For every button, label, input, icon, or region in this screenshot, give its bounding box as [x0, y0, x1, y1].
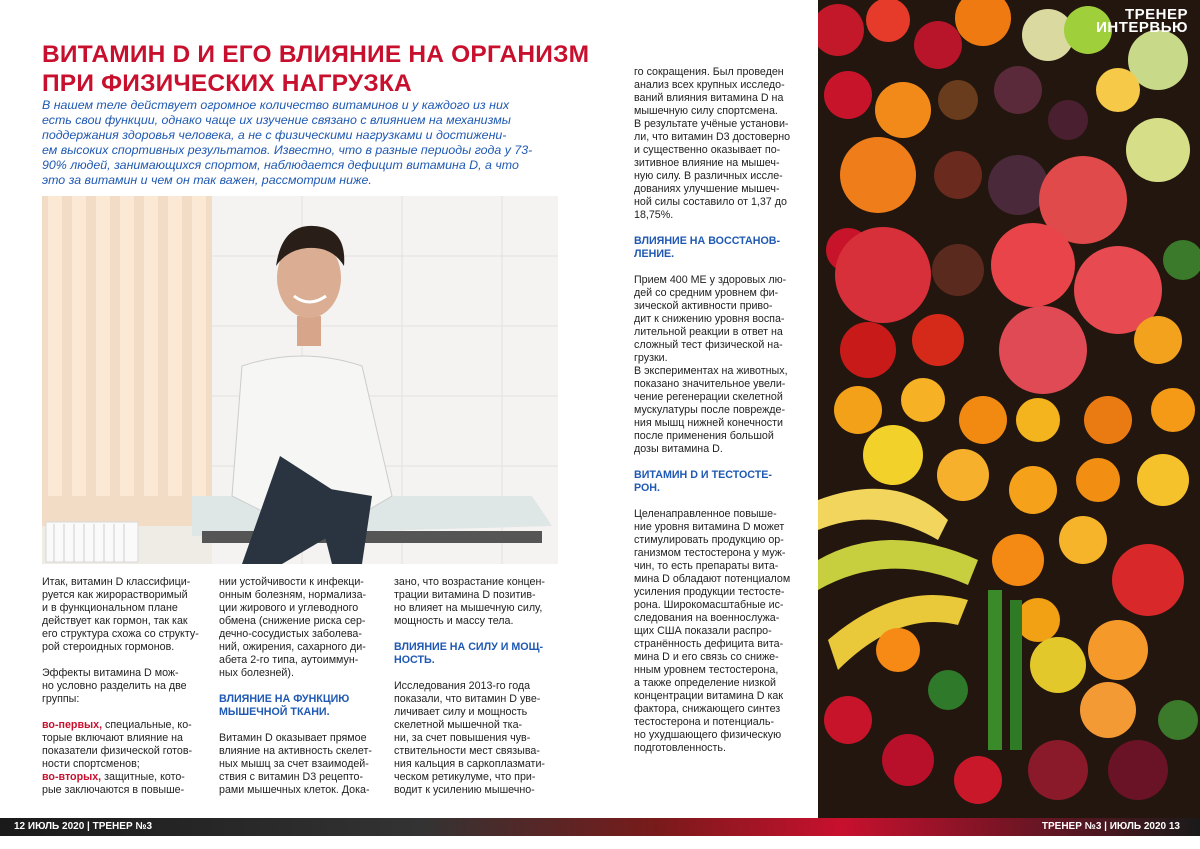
text-line: грузки.	[634, 352, 668, 364]
text-line: ваний влияния витамина D на	[634, 92, 784, 104]
brand-line-2: ИНТЕРВЬЮ	[1096, 19, 1188, 36]
text-line: абета 2-го типа, аутоиммун-	[219, 654, 359, 666]
highlight-second: во-вторых,	[42, 771, 102, 783]
text-line: Итак, витамин D классифици-	[42, 576, 191, 588]
text-line: дозы витамина D.	[634, 443, 723, 455]
text-line: зитивное влияние на мышеч-	[634, 157, 780, 169]
text-line: ние уровня витамина D может	[634, 521, 785, 533]
text-line: ствительности мест связыва-	[394, 745, 540, 757]
text-line: ния кальция в саркоплазмати-	[394, 758, 545, 770]
text-line: ции жирового и углеводного	[219, 602, 359, 614]
text-run: защитные, кото-	[101, 771, 185, 783]
text-line: В экспериментах на животных,	[634, 365, 788, 377]
text-line: и в функциональном плане	[42, 602, 178, 614]
text-line: ных мышц за счет взаимодей-	[219, 758, 369, 770]
text-line: но влияет на мышечную силу,	[394, 602, 543, 614]
text-line: действует как гормон, так как	[42, 615, 188, 627]
text-line: мощность и массу тела.	[394, 615, 514, 627]
text-line: фактора, снижающего синтез	[634, 703, 781, 715]
lead-line: поддержания здоровья человека, а не с физическими нагрузками и достижени-	[42, 128, 507, 142]
section-heading: РОН.	[634, 482, 660, 494]
text-line: усиления продукции тестосте-	[634, 586, 785, 598]
lead-line: 90% людей, занимающихся спортом, наблюдается дефицит витамина D, а что	[42, 158, 519, 172]
footer-bar	[0, 818, 1200, 836]
lead-line: ем высоких спортивных результатов. Известно, что в разные периоды года у 73-	[42, 143, 533, 157]
text-line: но условно разделить на две	[42, 680, 187, 692]
text-line: дит к снижению уровня воспа-	[634, 313, 785, 325]
text-line: подготовленность.	[634, 742, 726, 754]
text-line: В результате учёные установи-	[634, 118, 789, 130]
text-line: дованиях улучшение мышеч-	[634, 183, 780, 195]
section-heading: ЛЕНИЕ.	[634, 248, 675, 260]
text-line: ствия с витамин D3 рецепто-	[219, 771, 364, 783]
text-line: анализ всех крупных исследо-	[634, 79, 785, 91]
text-line: Витамин D оказывает прямое	[219, 732, 367, 744]
text-line: мускулатуры после поврежде-	[634, 404, 786, 416]
title-line-2: ПРИ ФИЗИЧЕСКИХ НАГРУЗКА	[42, 70, 412, 97]
text-line: рой стероидных гормонов.	[42, 641, 175, 653]
text-line: дей со средним уровнем фи-	[634, 287, 779, 299]
text-line: рые заключаются в повыше-	[42, 784, 185, 796]
text-line: чение регенерации скелетной	[634, 391, 783, 403]
lead-line: В нашем теле действует огромное количество витаминов и у каждого из них	[42, 98, 510, 112]
text-line: щих США показали распро-	[634, 625, 772, 637]
footer-right: ТРЕНЕР №3 | ИЮЛЬ 2020 13	[1041, 821, 1180, 832]
text-line: ности спортсменов;	[42, 758, 140, 770]
text-line: а также определение низкой	[634, 677, 777, 689]
text-line: чин, то есть препараты вита-	[634, 560, 779, 572]
doctor-photo	[42, 196, 558, 564]
section-heading: ВЛИЯНИЕ НА ВОССТАНОВ-	[634, 235, 781, 247]
text-line: стимулировать продукцию ор-	[634, 534, 784, 546]
text-line: и существенно оказывает по-	[634, 144, 781, 156]
text-run: специальные, ко-	[102, 719, 192, 731]
text-line: мышечную силу спортсмена.	[634, 105, 778, 117]
text-line: сложный тест физической на-	[634, 339, 783, 351]
text-line: но ухудшающего физическую	[634, 729, 782, 741]
text-line: руется как жирорастворимый	[42, 589, 188, 601]
text-line: ни, за счет повышения чув-	[394, 732, 531, 744]
text-line: мина D и его связь со сниже-	[634, 651, 779, 663]
text-line: торые включают влияние на	[42, 732, 183, 744]
text-line: Исследования 2013-го года	[394, 680, 531, 692]
text-line: показатели физической готов-	[42, 745, 193, 757]
text-line: тестостерона и потенциаль-	[634, 716, 775, 728]
text-line: Прием 400 МЕ у здоровых лю-	[634, 274, 787, 286]
column-1	[42, 576, 207, 797]
text-line: Целенаправленное повыше-	[634, 508, 777, 520]
text-line: показано значительное увели-	[634, 378, 786, 390]
article-title	[42, 40, 590, 98]
text-line: ных болезней).	[219, 667, 294, 679]
vegetables-photo	[818, 0, 1200, 818]
brand-line-1: ТРЕНЕР	[1124, 6, 1188, 23]
text-line: онным болезням, нормализа-	[219, 589, 367, 601]
highlight-first: во-первых,	[42, 719, 103, 731]
article-lead	[42, 98, 558, 188]
text-line: ли, что витамин D3 достоверно	[634, 131, 791, 143]
section-heading: НОСТЬ.	[394, 654, 435, 666]
text-line: нным уровнем тестостерона,	[634, 664, 779, 676]
text-line: ганизмом тестостерона у муж-	[634, 547, 786, 559]
lead-line: это за витамин и чем он так важен, рассмотрим ниже.	[42, 173, 372, 187]
footer-left: 12 ИЮЛЬ 2020 | ТРЕНЕР №3	[14, 821, 153, 832]
text-line: лительной реакции в ответ на	[634, 326, 783, 338]
text-line: рами мышечных клеток. Дока-	[219, 784, 370, 796]
text-line: следования на военнослужа-	[634, 612, 780, 624]
text-line: зано, что возрастание концен-	[394, 576, 545, 588]
text-line: показали, что витамин D уве-	[394, 693, 541, 705]
text-line: ческом ретикулуме, что при-	[394, 771, 536, 783]
text-line: ной силы составило от 1,37 до	[634, 196, 787, 208]
section-heading: МЫШЕЧНОЙ ТКАНИ.	[219, 706, 330, 718]
text-line: обмена (снижение риска сер-	[219, 615, 366, 627]
text-line: странённость дефицита вита-	[634, 638, 784, 650]
section-heading: ВЛИЯНИЕ НА ФУНКЦИЮ	[219, 693, 350, 705]
column-4	[634, 66, 799, 755]
column-3	[394, 576, 559, 797]
text-line: группы:	[42, 693, 80, 705]
section-heading: ВИТАМИН D И ТЕСТОСТЕ-	[634, 469, 772, 481]
lead-line: есть свои функции, однако чаще их изучение связано с влиянием на механизмы	[42, 113, 511, 127]
text-line: ную силу. В различных иссле-	[634, 170, 783, 182]
text-line: го сокращения. Был проведен	[634, 66, 784, 78]
text-line: 18,75%.	[634, 209, 674, 221]
text-line: мина D обладают потенциалом	[634, 573, 791, 585]
text-line: рона. Широкомасштабные ис-	[634, 599, 784, 611]
text-line: зической активности приво-	[634, 300, 773, 312]
title-line-1: ВИТАМИН D И ЕГО ВЛИЯНИЕ НА ОРГАНИЗМ	[42, 41, 590, 68]
text-line: его структура схожа со структу-	[42, 628, 199, 640]
text-line: трации витамина D позитив-	[394, 589, 536, 601]
brand-logo	[1096, 8, 1188, 34]
text-line: Эффекты витамина D мож-	[42, 667, 179, 679]
text-line: дечно-сосудистых заболева-	[219, 628, 362, 640]
text-line: личивает силу и мощность	[394, 706, 528, 718]
text-line: водит к усилению мышечно-	[394, 784, 535, 796]
column-2	[219, 576, 384, 797]
text-line: ний, ожирения, сахарного ди-	[219, 641, 366, 653]
text-line: нии устойчивости к инфекци-	[219, 576, 364, 588]
section-heading: ВЛИЯНИЕ НА СИЛУ И МОЩ-	[394, 641, 544, 653]
text-line: концентрации витамина D как	[634, 690, 784, 702]
text-line: скелетной мышечной тка-	[394, 719, 523, 731]
text-line: влияние на активность скелет-	[219, 745, 372, 757]
text-line: после применения большой	[634, 430, 774, 442]
text-line: ния мышц нижней конечности	[634, 417, 783, 429]
